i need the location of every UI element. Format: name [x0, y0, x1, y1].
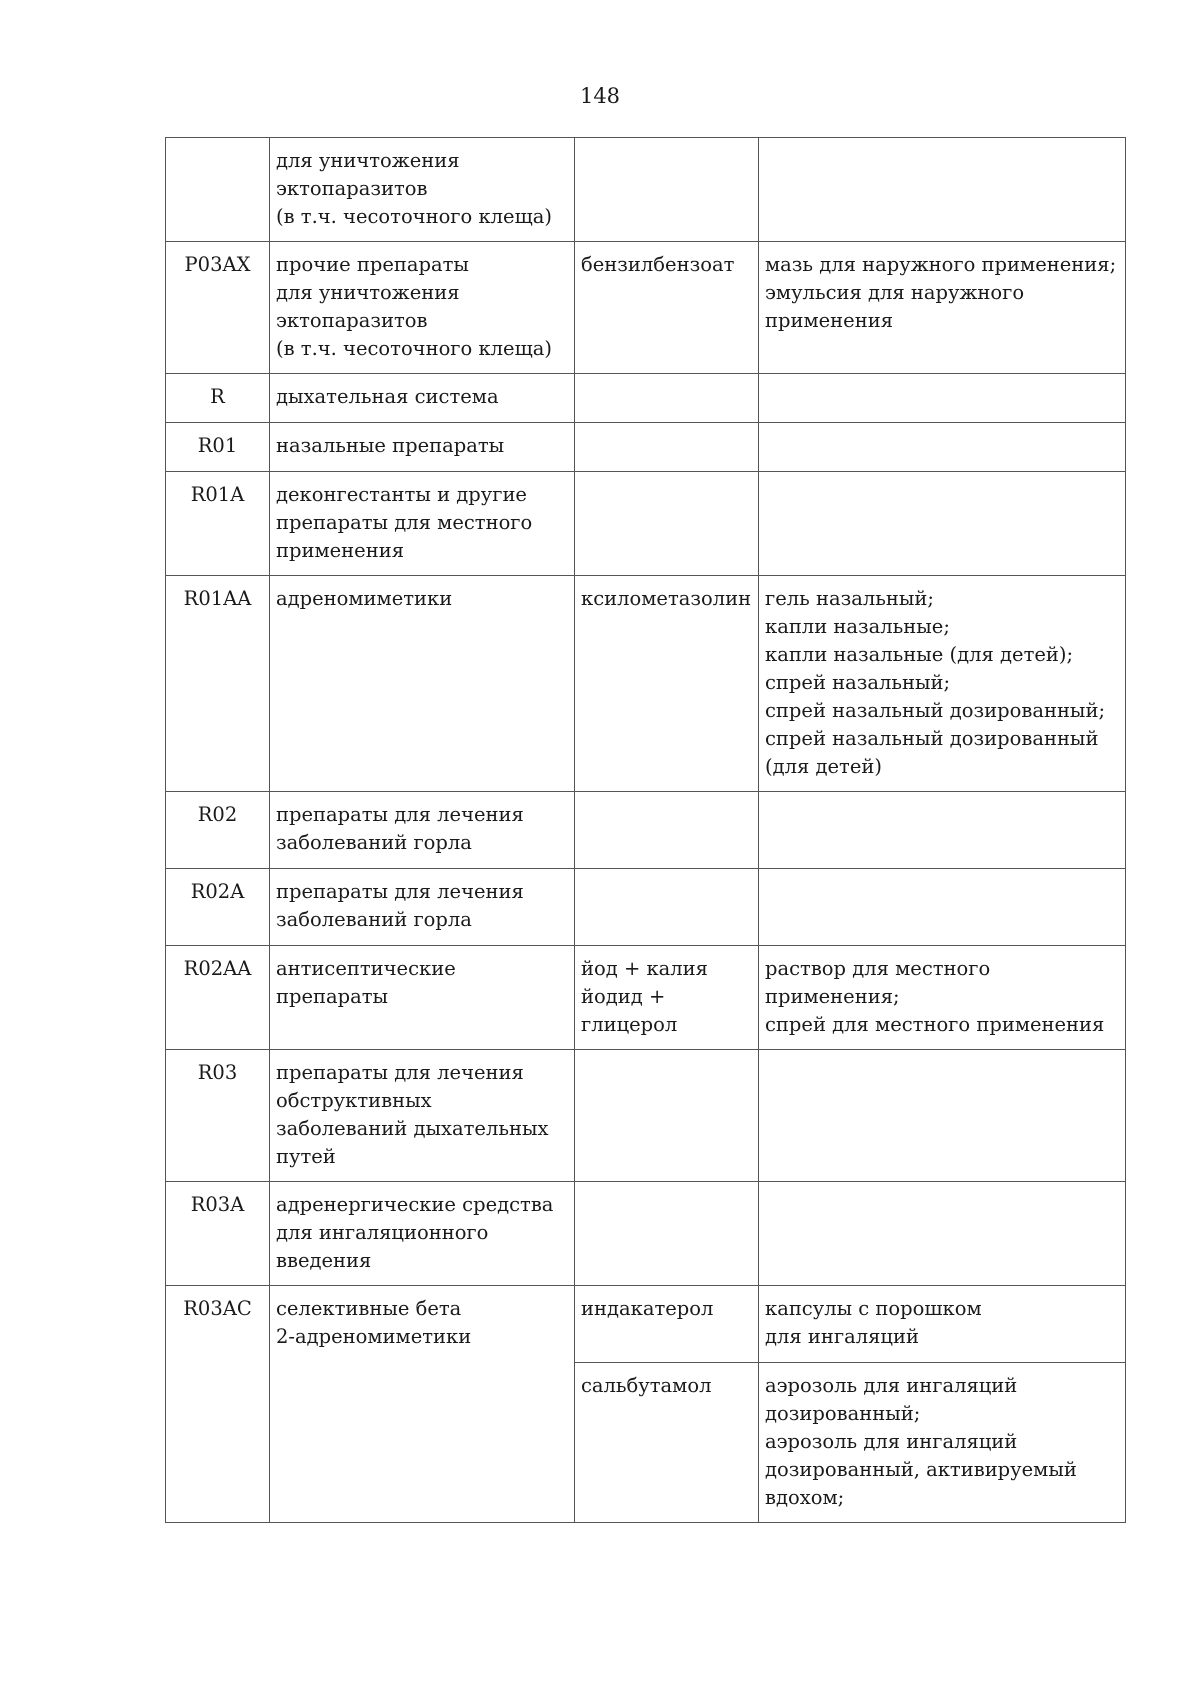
- atc-code-cell: P03AX: [166, 242, 270, 374]
- group-cell: адренергические средства для ингаляционного введения: [270, 1182, 575, 1286]
- table-row: [166, 374, 1126, 423]
- table-row: [166, 792, 1126, 869]
- atc-code-cell: [166, 138, 270, 242]
- dosage-form-cell: [759, 869, 1126, 946]
- group-cell: дыхательная система: [270, 374, 575, 423]
- table-row: [166, 576, 1126, 792]
- dosage-form-cell: [759, 423, 1126, 472]
- dosage-form-cell: мазь для наружного применения; эмульсия для наружного применения: [759, 242, 1126, 374]
- inn-cell: сальбутамол: [575, 1363, 759, 1523]
- atc-code-cell: R01AA: [166, 576, 270, 792]
- drug-list-table: [165, 137, 1126, 1523]
- inn-cell: [575, 472, 759, 576]
- atc-code-cell: R03AC: [166, 1286, 270, 1523]
- inn-cell: [575, 374, 759, 423]
- table-row: [166, 138, 1126, 242]
- dosage-form-cell: [759, 1182, 1126, 1286]
- atc-code-cell: R03: [166, 1050, 270, 1182]
- inn-cell: [575, 869, 759, 946]
- table-row: [166, 1050, 1126, 1182]
- group-cell: деконгестанты и другие препараты для местного применения: [270, 472, 575, 576]
- inn-cell: бензилбензоат: [575, 242, 759, 374]
- group-cell: препараты для лечения заболеваний горла: [270, 869, 575, 946]
- atc-code-cell: R02: [166, 792, 270, 869]
- atc-code-cell: R02A: [166, 869, 270, 946]
- table-row: [166, 1182, 1126, 1286]
- dosage-form-cell: гель назальный; капли назальные; капли назальные (для детей); спрей назальный; спрей назальный дозированный; спрей назальный дозированный (для детей): [759, 576, 1126, 792]
- dosage-form-cell: аэрозоль для ингаляций дозированный; аэрозоль для ингаляций дозированный, активируемый вдохом;: [759, 1363, 1126, 1523]
- atc-code-cell: R03A: [166, 1182, 270, 1286]
- group-cell: назальные препараты: [270, 423, 575, 472]
- dosage-form-cell: раствор для местного применения; спрей для местного применения: [759, 946, 1126, 1050]
- inn-cell: [575, 1050, 759, 1182]
- inn-cell: [575, 1182, 759, 1286]
- group-cell: адреномиметики: [270, 576, 575, 792]
- dosage-form-cell: [759, 472, 1126, 576]
- group-cell: антисептические препараты: [270, 946, 575, 1050]
- table-row: [166, 946, 1126, 1050]
- dosage-form-cell: [759, 374, 1126, 423]
- inn-cell: ксилометазолин: [575, 576, 759, 792]
- atc-code-cell: R: [166, 374, 270, 423]
- inn-cell: [575, 423, 759, 472]
- dosage-form-cell: [759, 1050, 1126, 1182]
- atc-code-cell: R01A: [166, 472, 270, 576]
- atc-code-cell: R01: [166, 423, 270, 472]
- dosage-form-cell: [759, 792, 1126, 869]
- table-row: [166, 869, 1126, 946]
- group-cell: для уничтожения эктопаразитов (в т.ч. чесоточного клеща): [270, 138, 575, 242]
- table-row: [166, 1286, 1126, 1363]
- inn-cell: индакатерол: [575, 1286, 759, 1363]
- table-row: [166, 423, 1126, 472]
- atc-code-cell: R02AA: [166, 946, 270, 1050]
- dosage-form-cell: [759, 138, 1126, 242]
- page-number: 148: [579, 84, 621, 108]
- group-cell: прочие препараты для уничтожения эктопаразитов (в т.ч. чесоточного клеща): [270, 242, 575, 374]
- table-row: [166, 472, 1126, 576]
- inn-cell: [575, 138, 759, 242]
- group-cell: препараты для лечения обструктивных заболеваний дыхательных путей: [270, 1050, 575, 1182]
- table-row: [166, 242, 1126, 374]
- group-cell: селективные бета 2-адреномиметики: [270, 1286, 575, 1523]
- inn-cell: йод + калия йодид + глицерол: [575, 946, 759, 1050]
- group-cell: препараты для лечения заболеваний горла: [270, 792, 575, 869]
- inn-cell: [575, 792, 759, 869]
- dosage-form-cell: капсулы с порошком для ингаляций: [759, 1286, 1126, 1363]
